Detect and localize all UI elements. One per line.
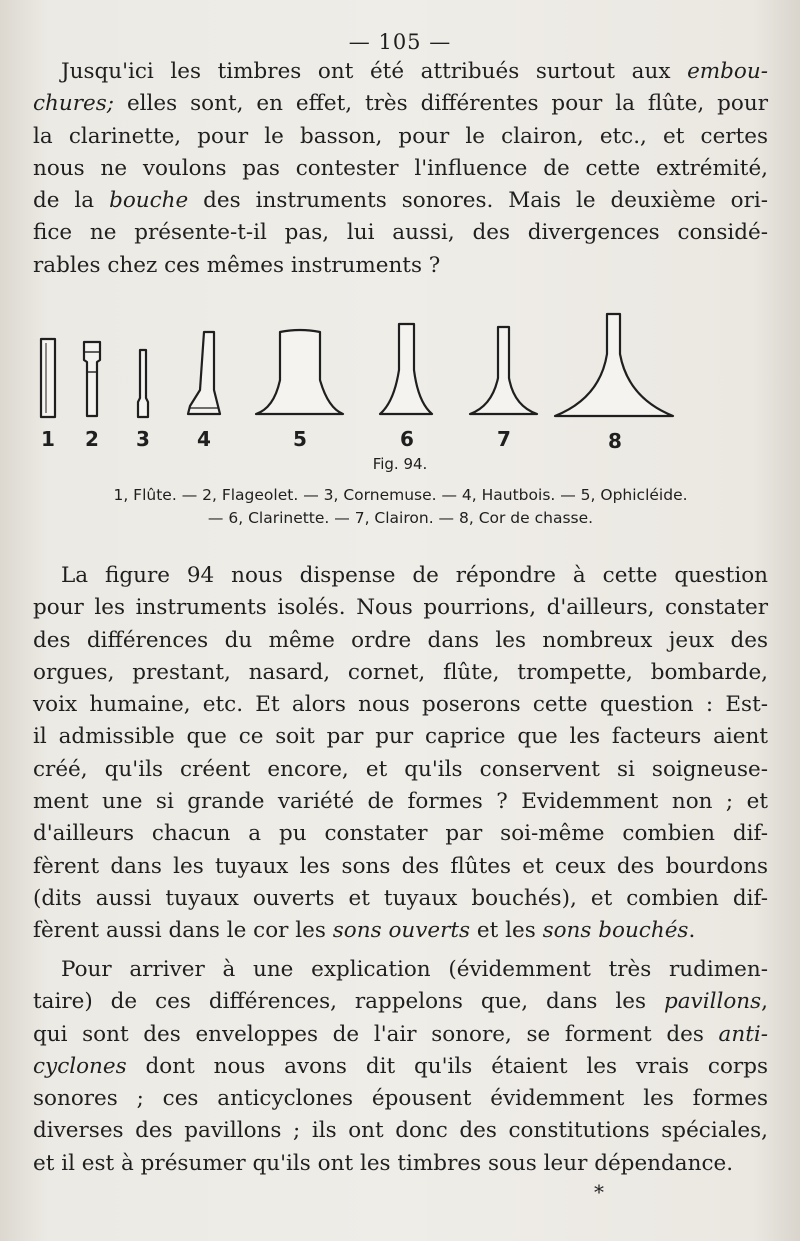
text-line: créé, qu'ils créent encore, et qu'ils conservent si soigneuse- [33,756,768,782]
clairon-drawing [470,327,537,414]
paragraph-1 [33,56,768,282]
paragraph-3 [33,954,768,1180]
hautbois-drawing [188,332,220,414]
figure-caption-line-2: — 6, Clarinette. — 7, Clairon. — 8, Cor de chasse. [207,509,594,527]
text-line: (dits aussi tuyaux ouverts et tuyaux bouchés), et combien dif- [33,885,768,911]
text-line: qui sont des enveloppes de l'air sonore, se forment des anti- [33,1021,768,1047]
text-line: il admissible que ce soit par pur caprice que les facteurs aient [33,724,768,750]
text-line: ment une si grande variété de formes ? Evidemment non ; et [33,789,768,815]
cornemuse-drawing [138,350,148,417]
figure-caption-line-1: 1, Flûte. — 2, Flageolet. — 3, Cornemuse. — 4, Hautbois. — 5, Ophicléide. [113,486,688,504]
text-line: Jusqu'ici les timbres ont été attribués surtout aux embou- [61,59,768,84]
text-line: taire) de ces différences, rappelons que, dans les pavillons, [33,989,768,1015]
figure-number: 2 [85,427,99,451]
text-line: fice ne présente-t-il pas, lui aussi, des divergences considé- [33,220,768,246]
figure-number: 3 [136,427,150,451]
ophicleide-drawing [256,330,343,414]
figure-number: 7 [497,427,511,451]
figure-label: Fig. 94. [372,455,428,473]
text-line: La figure 94 nous dispense de répondre à cette question [61,563,768,588]
figure-94-instruments [28,310,773,460]
text-line: la clarinette, pour le basson, pour le clairon, etc., et certes [33,123,768,149]
figure-number: 6 [400,427,414,451]
text-line: de la bouche des instruments sonores. Mais le deuxième ori- [33,188,768,214]
text-line: diverses des pavillons ; ils ont donc des constitutions spéciales, [33,1118,768,1144]
flute-drawing [41,339,55,417]
figure-number: 5 [293,427,307,451]
text-line: d'ailleurs chacun a pu constater par soi-même combien dif- [33,821,768,847]
text-line: cyclones dont nous avons dit qu'ils étaient les vrais corps [33,1053,768,1079]
figure-number: 4 [197,427,211,451]
flageolet-drawing [84,342,100,416]
footer-mark: * [594,1180,604,1204]
clarinette-drawing [380,324,432,414]
text-line: fèrent aussi dans le cor les sons ouverts et les sons bouchés. [33,918,696,944]
page-number: — 105 — [348,30,452,54]
figure-number: 8 [608,429,622,453]
text-line: rables chez ces mêmes instruments ? [33,252,441,278]
cor-de-chasse-drawing [555,314,673,416]
paragraph-2 [33,560,768,948]
text-line: pour les instruments isolés. Nous pourrions, d'ailleurs, constater [33,595,768,621]
text-line: fèrent dans les tuyaux les sons des flûtes et ceux des bourdons [33,853,768,879]
text-line: Pour arriver à une explication (évidemment très rudimen- [61,957,768,982]
text-line: et il est à présumer qu'ils ont les timbres sous leur dépendance. [33,1150,734,1176]
text-line: nous ne voulons pas contester l'influence de cette extrémité, [33,155,768,181]
text-line: des différences du même ordre dans les nombreux jeux des [33,627,768,653]
figure-number: 1 [41,427,55,451]
text-line: voix humaine, etc. Et alors nous poserons cette question : Est- [33,692,768,718]
text-line: orgues, prestant, nasard, cornet, flûte, trompette, bombarde, [33,659,768,685]
text-line: sonores ; ces anticyclones épousent évidemment les formes [33,1086,768,1112]
text-line: chures; elles sont, en effet, très différentes pour la flûte, pour [33,91,768,117]
